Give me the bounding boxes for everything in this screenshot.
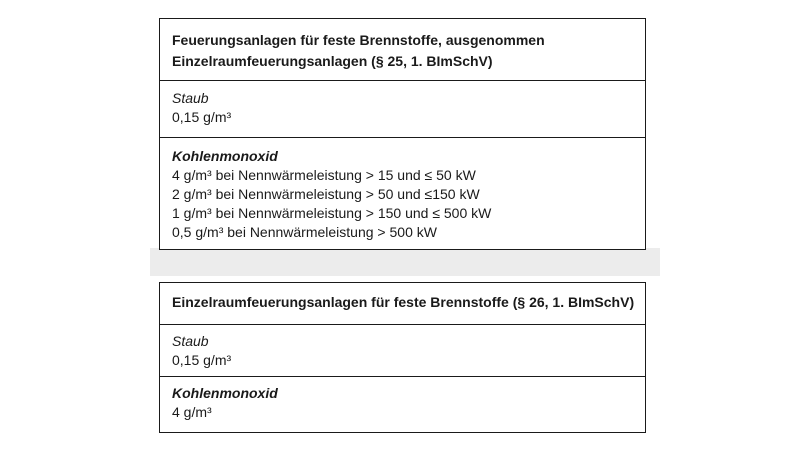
table-heading-row [160,283,645,325]
emission-table-einzelraumfeuerungsanlagen [159,282,646,433]
kohlenmonoxid-label: Kohlenmonoxid [172,148,278,164]
staub-label: Staub [172,90,209,106]
kohlenmonoxid-row [160,138,645,248]
emission-table-feuerungsanlagen [159,18,646,250]
staub-row [160,81,645,138]
table-heading: Einzelraumfeuerungsanlagen für feste Brennstoffe (§ 26, 1. BImSchV) [172,294,635,310]
kohlenmonoxid-limit-4: 0,5 g/m³ bei Nennwärmeleistung > 500 kW [172,224,437,240]
staub-value: 0,15 g/m³ [172,352,232,368]
staub-row [160,325,645,377]
kohlenmonoxid-limit-2: 2 g/m³ bei Nennwärmeleistung > 50 und ≤150 kW [172,186,480,202]
background-band [150,248,660,276]
staub-label: Staub [172,333,209,349]
staub-value: 0,15 g/m³ [172,109,232,125]
table-heading-line-2: Einzelraumfeuerungsanlagen (§ 25, 1. BImSchV) [172,53,493,69]
kohlenmonoxid-row [160,377,645,431]
table-heading-row [160,19,645,81]
kohlenmonoxid-label: Kohlenmonoxid [172,385,278,401]
kohlenmonoxid-value: 4 g/m³ [172,404,212,420]
kohlenmonoxid-limit-3: 1 g/m³ bei Nennwärmeleistung > 150 und ≤ 500 kW [172,205,492,221]
table-heading-line-1: Feuerungsanlagen für feste Brennstoffe, ausgenommen [172,32,545,48]
kohlenmonoxid-limit-1: 4 g/m³ bei Nennwärmeleistung > 15 und ≤ 50 kW [172,167,476,183]
